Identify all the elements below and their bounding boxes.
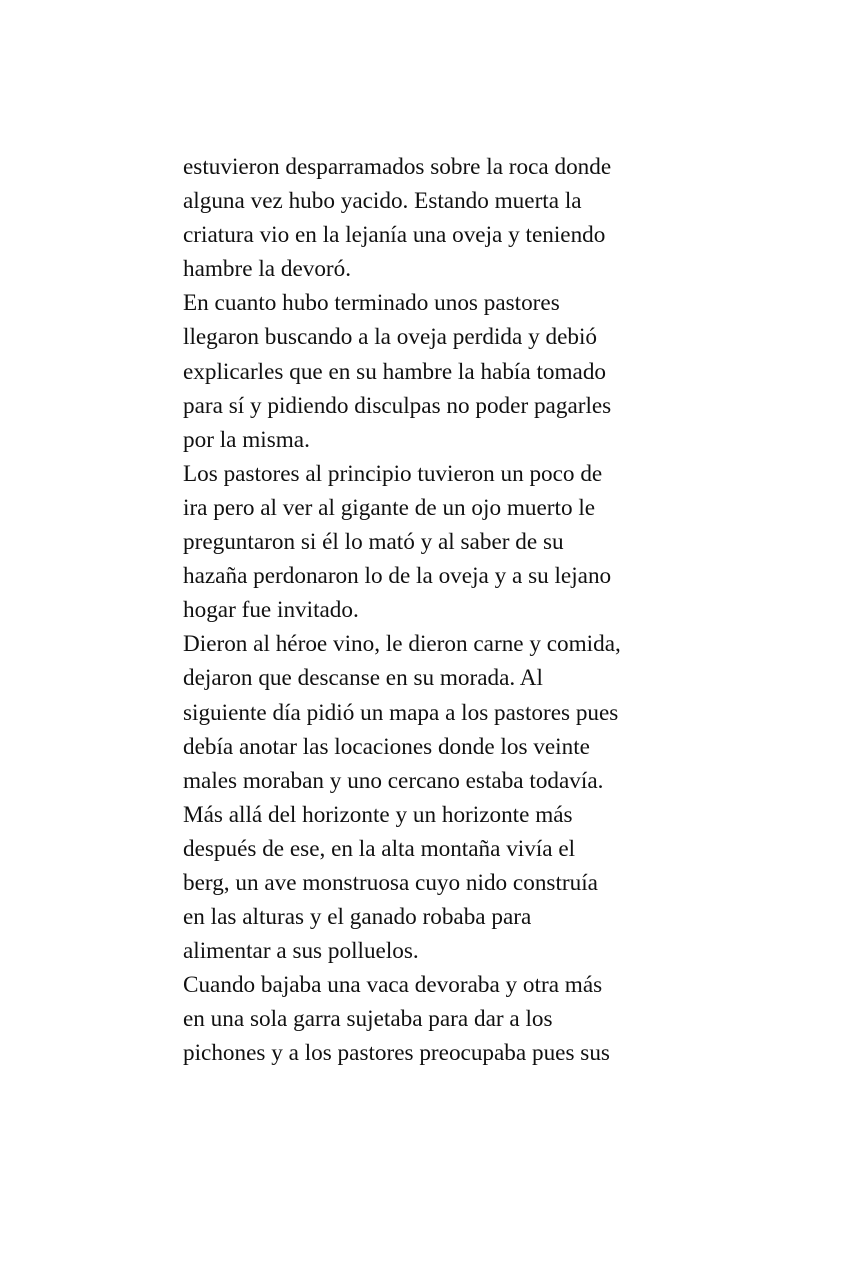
text-line: alguna vez hubo yacido. Estando muerta la <box>183 188 582 215</box>
text-line: pichones y a los pastores preocupaba pues sus <box>183 1040 610 1067</box>
text-line: Más allá del horizonte y un horizonte más <box>183 801 573 828</box>
text-line: siguiente día pidió un mapa a los pastores pues <box>183 699 619 726</box>
text-line: en las alturas y el ganado robaba para <box>183 904 532 931</box>
text-line: hazaña perdonaron lo de la oveja y a su lejano <box>183 563 612 590</box>
text-line: en una sola garra sujetaba para dar a los <box>183 1006 553 1033</box>
text-line: preguntaron si él lo mató y al saber de su <box>183 529 564 556</box>
text-line: Dieron al héroe vino, le dieron carne y comida, <box>183 631 621 658</box>
text-line: por la misma. <box>183 426 310 453</box>
text-line: hambre la devoró. <box>183 256 352 283</box>
text-line: estuvieron desparramados sobre la roca donde <box>183 154 612 180</box>
text-line: males moraban y uno cercano estaba todavía. <box>183 767 604 794</box>
text-line: explicarles que en su hambre la había tomado <box>183 358 607 385</box>
text-line: Los pastores al principio tuvieron un poco de <box>183 460 603 487</box>
text-line: debía anotar las locaciones donde los veinte <box>183 733 590 760</box>
text-line: En cuanto hubo terminado unos pastores <box>183 290 560 317</box>
body-text <box>183 150 683 1071</box>
text-line: ira pero al ver al gigante de un ojo muerto le <box>183 494 596 521</box>
text-line: después de ese, en la alta montaña vivía el <box>183 835 576 862</box>
text-line: Cuando bajaba una vaca devoraba y otra más <box>183 972 603 999</box>
text-line: llegaron buscando a la oveja perdida y debió <box>183 324 598 351</box>
text-line: criatura vio en la lejanía una oveja y teniendo <box>183 222 606 249</box>
text-line: hogar fue invitado. <box>183 597 359 624</box>
text-line: berg, un ave monstruosa cuyo nido construía <box>183 869 598 896</box>
text-line: alimentar a sus polluelos. <box>183 938 419 965</box>
text-line: dejaron que descanse en su morada. Al <box>183 665 543 692</box>
text-line: para sí y pidiendo disculpas no poder pagarles <box>183 392 612 419</box>
